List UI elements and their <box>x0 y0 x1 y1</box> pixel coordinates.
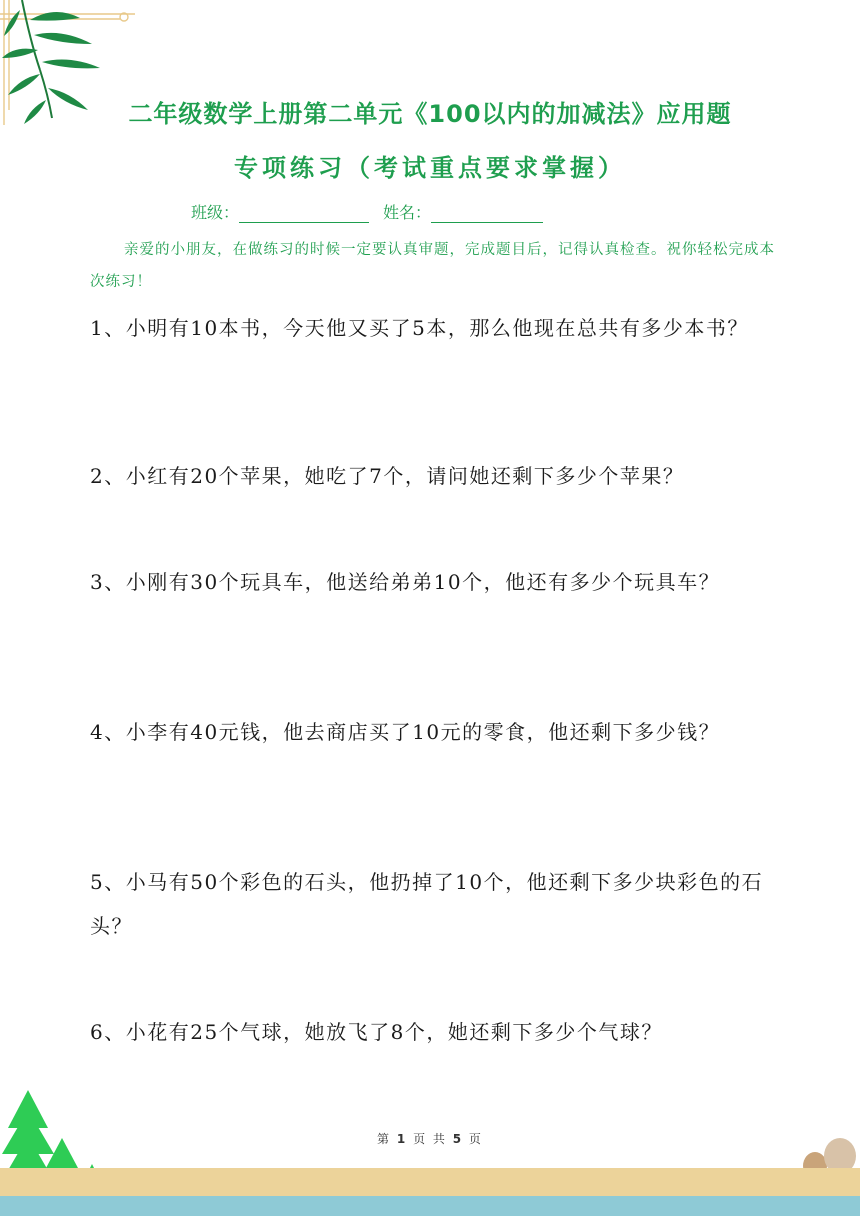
page-title-line2: 专项练习（考试重点要求掌握） <box>234 154 626 182</box>
question-6: 6、小花有25个气球，她放飞了8个，她还剩下多少个气球？ <box>90 1020 663 1044</box>
name-blank-field[interactable] <box>431 204 543 223</box>
ground-strip-decoration <box>0 1168 860 1216</box>
question-4: 4、小李有40元钱，他去商店买了10元的零食，他还剩下多少钱？ <box>90 720 721 744</box>
question-3: 3、小刚有30个玩具车，他送给弟弟10个，他还有多少个玩具车？ <box>90 570 721 594</box>
question-2: 2、小红有20个苹果，她吃了7个，请问她还剩下多少个苹果？ <box>90 464 685 488</box>
question-1: 1、小明有10本书，今天他又买了5本，那么他现在总共有多少本书？ <box>90 316 749 340</box>
footer-suffix: 页 <box>468 1132 483 1146</box>
name-label: 姓名： <box>383 203 432 222</box>
footer-middle: 页 共 <box>413 1132 447 1146</box>
total-pages-number: 5 <box>452 1132 464 1146</box>
intro-paragraph: 亲爱的小朋友，在做练习的时候一定要认真审题，完成题目后，记得认真检查。祝你轻松完成本次练习！ <box>90 242 775 290</box>
class-blank-field[interactable] <box>239 204 369 223</box>
question-5: 5、小马有50个彩色的石头，他扔掉了10个，他还剩下多少块彩色的石头？ <box>90 870 764 938</box>
class-label: 班级： <box>191 203 240 222</box>
page-footer <box>0 1130 860 1147</box>
current-page-number: 1 <box>396 1132 408 1146</box>
footer-prefix: 第 <box>377 1132 392 1146</box>
page-title-line1: 二年级数学上册第二单元《100以内的加减法》应用题 <box>128 100 732 128</box>
student-info-row <box>191 200 543 223</box>
